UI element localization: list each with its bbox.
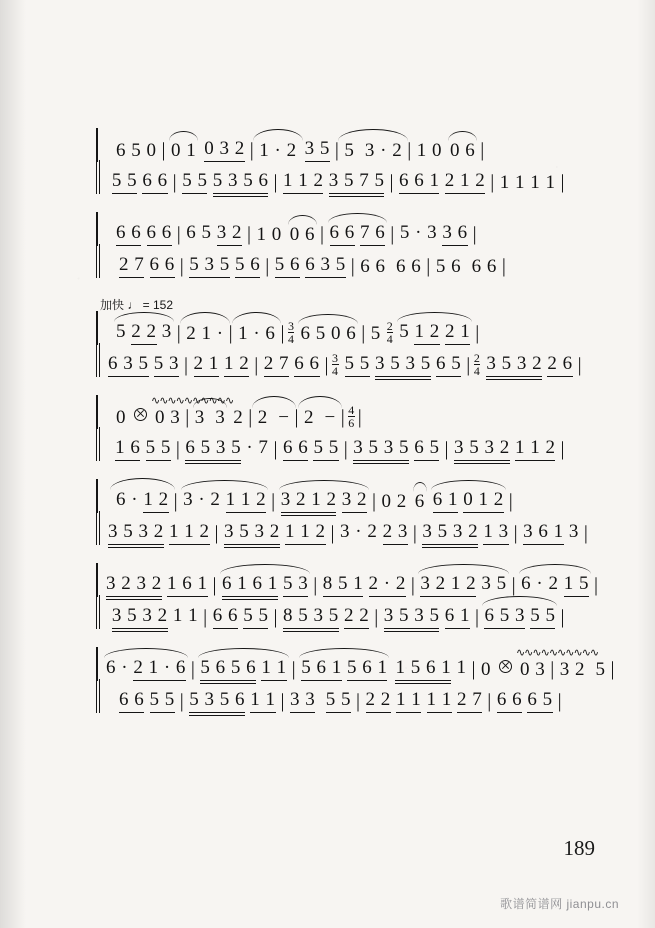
note-group: 6 6 5 5 (279, 437, 343, 461)
note-group: 3 5 3 5 6 1 (380, 605, 474, 629)
staff-left-repeat (96, 679, 111, 713)
note-group: 5 (370, 323, 381, 344)
barline: | (254, 354, 259, 376)
barline: | (280, 690, 286, 712)
note-group: 3 5 (301, 138, 334, 162)
note-group: 2 2 1 1 1 1 2 7 (362, 689, 487, 713)
barline: | (560, 606, 565, 628)
barline: | (280, 322, 285, 344)
barline: | (343, 438, 349, 460)
note-group: 3 5 3 2 1 1 (108, 605, 202, 629)
system-1-melody-row (96, 128, 566, 162)
barline: | (190, 658, 196, 680)
note-group: 3 2 1 2 3 2 (277, 489, 371, 513)
barline: | (228, 322, 234, 344)
note-group: 3 3 (191, 407, 230, 429)
system-7-melody-row (96, 647, 615, 681)
barline: | (294, 406, 300, 428)
note-group: 0 2 (381, 491, 407, 512)
barline: | (513, 522, 519, 544)
note-group: 6 · 2 1 5 (517, 573, 593, 597)
note-group: 3 5 3 2 1 1 2 (450, 437, 560, 461)
barline: | (490, 171, 495, 193)
system-6-accompaniment-row (96, 595, 566, 629)
barline: | (212, 574, 218, 596)
harmonic-marker (130, 407, 151, 429)
page-number: 189 (563, 836, 595, 860)
note-group: 3 5 3 2 1 1 2 (220, 521, 330, 545)
note-group: 0 1 (167, 140, 200, 162)
score-body (96, 128, 615, 731)
note-group: 6 6 5 5 (209, 605, 273, 629)
barline: | (185, 406, 190, 428)
time-signature: $\frac{3}{4}$ (332, 351, 339, 378)
note-group: 3 5 3 2 1 3 (418, 521, 512, 545)
note-group: 1 1 1 1 (499, 172, 556, 193)
note-group: 3 2 1 2 3 5 (416, 573, 510, 597)
note-group: 2 (233, 407, 244, 428)
note-group: 1 5 6 1 1 (391, 657, 470, 681)
staff-left-repeat (96, 427, 107, 461)
note-group: 5 5 3 5 3 5 6 5 (341, 353, 466, 377)
staff-left-bar (96, 563, 98, 597)
note-group: 5 1 2 2 1 (395, 321, 474, 345)
harmonic-marker (495, 659, 516, 681)
note-group: 3 · 2 1 1 2 (179, 489, 270, 513)
note-group: 2 − (254, 407, 294, 429)
note-group: 3 · 2 2 3 (336, 521, 412, 545)
note-group: 0 6 (286, 224, 319, 246)
staff-left-bar (96, 479, 108, 513)
barline: | (557, 690, 563, 712)
note-group: 2 1 1 2 (190, 353, 254, 377)
note-group: 6 5 0 6 (296, 323, 360, 345)
note-group: 5 6 6 3 5 (271, 254, 350, 278)
barline: | (390, 223, 395, 245)
barline: | (271, 490, 276, 512)
note-group: 6 6 5 5 (115, 689, 179, 713)
barline: | (560, 171, 565, 193)
time-signature: $\frac{2}{4}$ (473, 351, 481, 378)
barline: | (161, 139, 167, 161)
note-group: 3 2 5 (559, 659, 606, 680)
barline: | (273, 438, 278, 460)
note-group: 5 6 5 6 1 1 (196, 657, 290, 681)
barline: | (583, 522, 589, 544)
barline: | (173, 490, 179, 512)
barline: | (203, 606, 208, 628)
barline: | (480, 139, 485, 161)
staff-left-repeat (96, 160, 104, 194)
barline: | (291, 658, 297, 680)
barline: | (324, 354, 330, 376)
barline: | (474, 606, 480, 628)
system-2-melody-row (96, 212, 566, 246)
system-4-accompaniment-row (96, 427, 566, 461)
note-group: 0 (480, 659, 491, 680)
barline: | (511, 574, 517, 596)
note-group: 1 0 (256, 224, 282, 245)
system-7 (96, 647, 615, 713)
barline: | (501, 255, 507, 277)
note-group: 8 5 3 5 2 2 (279, 605, 373, 629)
watermark: 歌谱简谱网 jianpu.cn (500, 897, 619, 911)
time-signature: $\frac{3}{4}$ (287, 319, 295, 346)
note-group: 0 3 2 (200, 138, 249, 162)
system-6 (96, 563, 599, 629)
system-1-accompaniment-row (96, 160, 566, 194)
barline: | (176, 322, 182, 344)
barline: | (371, 490, 377, 512)
system-7-accompaniment-row (96, 679, 566, 713)
barline: | (550, 658, 555, 680)
note-group: 1 · 6 (234, 323, 279, 345)
note-group: 1 1 2 3 5 7 5 (279, 170, 389, 194)
system-3 (96, 296, 583, 378)
time-signature: $\frac{4}{6}$ (348, 403, 355, 430)
barline: | (426, 255, 431, 277)
note-group: 6 · 1 2 (112, 489, 173, 513)
barline: | (313, 574, 318, 596)
note-group: 6 (411, 491, 429, 513)
barline: | (466, 354, 471, 376)
note-group: 6 1 0 1 2 (429, 489, 508, 513)
note-group: 8 5 1 2 · 2 (319, 573, 410, 597)
staff-left-bar (96, 311, 108, 345)
staff-left-repeat (96, 511, 100, 545)
barline: | (247, 223, 252, 245)
circle-x-icon (134, 408, 147, 421)
tempo-marking: 加快 ♩ = 152 (100, 298, 174, 312)
barline: | (334, 139, 340, 161)
system-5-melody-row (96, 479, 566, 513)
note-group: 3 3 5 5 (286, 689, 355, 713)
system-6-melody-row (96, 563, 599, 597)
barline: | (176, 223, 182, 245)
note-group: 3 2 3 2 1 6 1 (102, 573, 212, 597)
barline: | (175, 438, 181, 460)
barline: | (320, 223, 325, 245)
system-4 (96, 395, 566, 461)
system-5-accompaniment-row (96, 511, 589, 545)
barline: | (357, 406, 363, 428)
barline: | (350, 255, 356, 277)
note-group: 5 3 · 2 (340, 140, 406, 162)
note-group: 5 6 1 5 6 1 (297, 657, 391, 681)
system-2 (96, 212, 566, 278)
barline: | (214, 522, 220, 544)
note-group: ∿∿∿∿∿∿∿∿∿∿ 0 3 (151, 395, 234, 428)
barline: | (389, 171, 394, 193)
barline: | (487, 690, 492, 712)
barline: | (273, 171, 278, 193)
note-group: 5 5 5 3 5 6 (178, 170, 272, 194)
tremolo-icon: ∿∿∿∿∿∿∿∿∿∿ (515, 647, 599, 659)
barline: | (407, 139, 412, 161)
note-group: 6 5 0 (116, 140, 157, 161)
note-group: 5 6 6 6 (435, 256, 497, 277)
staff-left-bar (96, 128, 108, 162)
system-1 (96, 128, 566, 194)
note-group: 0 (116, 407, 126, 428)
note-group: 5 · 3 3 6 (396, 222, 472, 246)
barline: | (410, 574, 416, 596)
staff-left-repeat (96, 244, 111, 278)
system-2-accompaniment-row (96, 244, 566, 278)
circle-x-icon (499, 660, 512, 673)
note-group: 6 5 3 5 5 (480, 605, 559, 629)
note-group: 6 1 6 1 5 3 (218, 573, 312, 597)
note-group: 6 5 3 5 · 7 (181, 437, 272, 461)
barline: | (471, 658, 476, 680)
note-group: 6 6 6 6 (112, 222, 176, 246)
note-group: 3 6 1 3 (519, 521, 583, 545)
barline: | (265, 255, 270, 277)
note-group: 5 2 2 3 (112, 321, 176, 345)
barline: | (179, 690, 185, 712)
barline: | (472, 223, 478, 245)
note-group: 1 6 5 5 (111, 437, 175, 461)
note-group: 6 6 7 6 (326, 222, 390, 246)
system-3-melody-row (96, 311, 566, 345)
barline: | (330, 522, 336, 544)
note-group: 2 7 6 6 (260, 353, 324, 377)
staff-left-bar (96, 647, 98, 681)
system-4-melody-row (96, 395, 566, 429)
barline: | (179, 255, 185, 277)
barline: | (577, 354, 583, 376)
note-group: 6 6 6 5 (493, 689, 557, 713)
staff-left-repeat (96, 343, 100, 377)
barline: | (508, 490, 514, 512)
tremolo-icon: ∿∿∿∿∿∿∿∿∿∿ (151, 395, 234, 407)
barline: | (356, 690, 361, 712)
note-group: 0 6 (446, 140, 479, 162)
note-group: 6 6 6 6 (360, 256, 422, 277)
barline: | (340, 406, 346, 428)
system-5 (96, 479, 589, 545)
note-group: 5 5 6 6 (108, 170, 172, 194)
note-group: 3 5 3 2 1 1 2 (104, 521, 214, 545)
note-group: 6 · 2 1 · 6 (102, 657, 190, 681)
time-signature: $\frac{2}{4}$ (386, 319, 394, 346)
barline: | (249, 139, 255, 161)
staff-left-repeat (96, 595, 104, 629)
note-group: 3 5 3 5 6 5 (349, 437, 443, 461)
barline: | (610, 658, 615, 680)
note-group: 1 0 (416, 140, 442, 161)
note-group: 5 3 5 5 6 (185, 254, 264, 278)
note-group: 6 3 5 5 3 (104, 353, 183, 377)
note-group: 2 − (300, 407, 340, 429)
barline: | (374, 606, 379, 628)
barline: | (248, 406, 253, 428)
note-group: 6 5 3 2 (182, 222, 246, 246)
note-group: 3 5 3 2 2 6 (482, 353, 576, 377)
barline: | (361, 322, 366, 344)
note-group: 2 1 · (182, 323, 227, 345)
barline: | (444, 438, 449, 460)
barline: | (273, 606, 278, 628)
barline: | (412, 522, 418, 544)
note-group: 2 7 6 6 (115, 254, 179, 278)
note-group: 1 · 2 (255, 140, 300, 162)
staff-left-bar (96, 212, 108, 246)
note-group: 5 3 5 6 1 1 (185, 689, 279, 713)
note-group: ∿∿∿∿∿∿∿∿∿∿ 0 3 (515, 647, 599, 680)
barline: | (184, 354, 189, 376)
staff-left-bar (96, 395, 108, 429)
barline: | (475, 322, 480, 344)
note-group: 6 6 1 2 1 2 (395, 170, 489, 194)
system-3-accompaniment-row (96, 343, 583, 378)
barline: | (593, 574, 599, 596)
barline: | (560, 438, 565, 460)
barline: | (172, 171, 178, 193)
